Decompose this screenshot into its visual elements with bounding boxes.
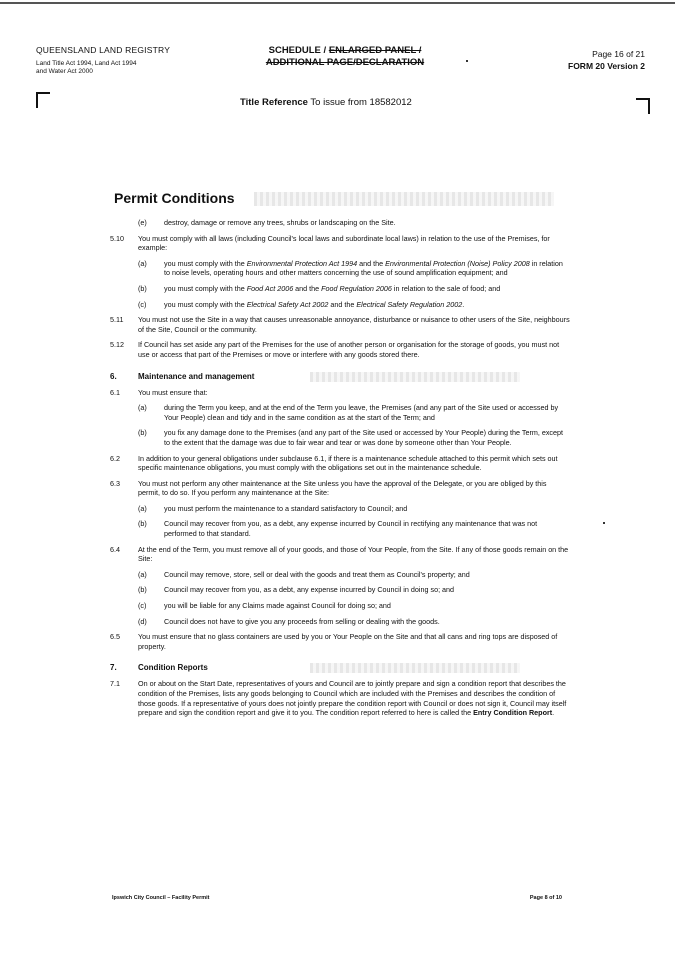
scan-speck (603, 522, 605, 524)
text-run: in relation to the sale of food; and (391, 283, 501, 293)
clause-text: In addition to your general obligations under subclause 6.1, if there is a maintenance schedule attached to this permit which sets out specific maintenance obligations, you must comply with the obligations set out in the maintenance schedule. (138, 453, 558, 473)
acts-line-1: Land Title Act 1994, Land Act 1994 (36, 60, 137, 67)
schedule-word: SCHEDULE / (268, 45, 329, 56)
schedule-heading (225, 45, 465, 69)
clause-6-1 (110, 388, 570, 398)
clause-6-3 (110, 479, 570, 498)
top-border-line (0, 2, 675, 4)
heading-number: 6. (110, 371, 117, 381)
clause-number: 5.11 (110, 315, 124, 325)
clause-text (164, 259, 570, 278)
heading-text: Condition Reports (138, 663, 208, 673)
act-title: Food Regulation 2006 (321, 283, 392, 293)
clause-number: (e) (138, 218, 147, 227)
clause-number: 5.12 (110, 340, 124, 350)
registry-block (36, 45, 236, 76)
clause-6-4-a (138, 570, 570, 580)
corner-bracket-left (36, 92, 50, 108)
clause-6-2 (110, 454, 570, 473)
text-run: On or about on the Start Date, representatives of yours and Council are to jointly prepare and sign a condition report that describes the condition of the Premises, lists any goods belonging to Council which are included with the Premises and describes the condition of those goods. If a representative of yours does not jointly prepare the condition report with Council or does not sign it, Council may itself prepare and sign the condition report and give it to you. The condition report referred to here is called the (138, 679, 567, 718)
clause-5-10-b (138, 284, 570, 294)
document-body (110, 190, 570, 724)
act-title: Electrical Safety Regulation 2002 (356, 299, 463, 309)
clause-text: you must perform the maintenance to a standard satisfactory to Council; and (164, 503, 408, 513)
clause-number: (c) (138, 299, 147, 309)
clause-number: 6.2 (110, 453, 120, 463)
text-run: you must comply with the (164, 258, 247, 268)
clause-text: You must ensure that: (138, 387, 208, 397)
clause-number: (a) (138, 403, 147, 413)
clause-6-4-d (138, 617, 570, 627)
clause-number: 6.1 (110, 387, 120, 397)
clause-text: You must ensure that no glass containers are used by you or Your People on the Site and that all cans and ring tops are disposed of property. (138, 632, 558, 651)
clause-number: 5.10 (110, 233, 124, 243)
clause-text: You must not perform any other maintenance at the Site unless you have the approval of the Delegate, or you are obliged by this permit, to do so. If you perform any maintenance at the Site: (138, 478, 547, 498)
text-run: and the (328, 299, 357, 309)
clause-text: If Council has set aside any part of the Premises for the use of another person or organisation for the storage of goods, you must not use or access that part of the Premises or move or interfere with any goods stored there. (138, 340, 560, 359)
act-title: Environmental Protection (Noise) Policy 2008 (385, 258, 530, 268)
heading-7 (110, 663, 570, 672)
text-run: and the (357, 258, 386, 268)
clause-number: (b) (138, 283, 147, 293)
page-footer (112, 895, 562, 901)
acts-line-2: and Water Act 2000 (36, 68, 93, 75)
section-title (114, 190, 570, 206)
clause-text: during the Term you keep, and at the end of the Term you leave, the Premises (and any part of the Site used or accessed by Your People) clean and tidy and in the same condition as at the start of the Term; and (164, 403, 559, 422)
clause-5-10-c (138, 300, 570, 310)
clause-6-1-b (138, 428, 570, 447)
clause-5-12 (110, 340, 570, 359)
scan-noise (310, 663, 520, 673)
clause-number: (c) (138, 601, 147, 611)
clause-6-3-b (138, 519, 570, 538)
clause-text (138, 679, 570, 717)
text-run: . (462, 299, 465, 309)
clause-text: Council may recover from you, as a debt, any expense incurred by Council in rectifying any maintenance that was not performed to that standard. (164, 519, 538, 539)
enlarged-panel-struck: ENLARGED PANEL / (328, 45, 422, 56)
scan-speck (466, 60, 468, 62)
heading-text: Maintenance and management (138, 371, 255, 381)
clause-6-4 (110, 545, 570, 564)
footer-left: Ipswich City Council – Facility Permit (112, 895, 210, 901)
clause-6-5 (110, 632, 570, 651)
clause-5-10 (110, 234, 570, 253)
clause-text: You must not use the Site in a way that causes unreasonable annoyance, disturbance or nuisance to other users of the Site, neighbours of the Site, Council or the community. (138, 315, 570, 334)
heading-number: 7. (110, 663, 117, 673)
text-run: in relation to noise levels, operating hours and other matters concerning the use of sound amplification equipment; and (164, 258, 563, 278)
heading-6 (110, 372, 570, 381)
clause-number: 6.3 (110, 478, 120, 488)
clause-5-11 (110, 315, 570, 334)
act-title: Electrical Safety Act 2002 (246, 299, 329, 309)
section-title-text: Permit Conditions (114, 190, 235, 206)
clause-text: you will be liable for any Claims made against Council for doing so; and (164, 601, 391, 611)
schedule-line-1 (225, 45, 465, 57)
clause-number: 7.1 (110, 679, 120, 689)
scan-noise (310, 372, 520, 382)
clause-text: destroy, damage or remove any trees, shrubs or landscaping on the Site. (164, 218, 396, 227)
clause-number: (b) (138, 428, 147, 438)
clause-number: (b) (138, 519, 147, 529)
clause-number: (a) (138, 258, 147, 268)
page-info (568, 48, 645, 72)
clause-6-4-c (138, 601, 570, 611)
clause-number: (b) (138, 585, 147, 595)
corner-bracket-right (636, 98, 650, 114)
act-title: Food Act 2006 (246, 283, 294, 293)
clause-number: 6.4 (110, 544, 120, 554)
registry-acts (36, 60, 236, 76)
footer-right: Page 8 of 10 (529, 895, 562, 901)
clause-6-4-b (138, 585, 570, 595)
clause-text: At the end of the Term, you must remove all of your goods, and those of Your People, from the Site. If any of those goods remain on the Site: (138, 544, 569, 564)
clause-text: Council may remove, store, sell or deal with the goods and treat them as Council's property; and (164, 569, 470, 579)
registry-name: QUEENSLAND LAND REGISTRY (36, 45, 171, 55)
text-run: . (552, 708, 555, 718)
defined-term: Entry Condition Report (473, 708, 553, 718)
act-title: Environmental Protection Act 1994 (246, 258, 358, 268)
title-reference-value: To issue from 18582012 (307, 97, 412, 108)
text-run: you must comply with the (164, 283, 247, 293)
clause-text: Council may recover from you, as a debt, any expense incurred by Council in doing so; and (164, 585, 455, 595)
schedule-line-2: ADDITIONAL PAGE/DECLARATION (265, 57, 425, 68)
page-of: Page 16 of 21 (592, 49, 645, 59)
clause-number: (a) (138, 503, 147, 513)
clause-text: you fix any damage done to the Premises (and any part of the Site used or accessed by Your People) during the Term, except to the extent that the damage was due to fair wear and tear or was done by someone other than Your People. (164, 428, 564, 447)
clause-number: (d) (138, 616, 147, 626)
clause-text (164, 300, 570, 310)
text-run: you must comply with the (164, 299, 247, 309)
clause-text: Council does not have to give you any proceeds from selling or dealing with the goods. (164, 616, 440, 626)
text-run: and the (293, 283, 322, 293)
clause-text (164, 284, 570, 294)
clause-6-3-a (138, 504, 570, 514)
clause-5-10-a (138, 259, 570, 278)
title-reference-label: Title Reference (240, 97, 308, 108)
clause-6-1-a (138, 403, 570, 422)
clause-7-1 (110, 679, 570, 717)
clause-5-9-e (138, 218, 570, 228)
clause-number: (a) (138, 569, 147, 579)
clause-number: 6.5 (110, 632, 120, 642)
title-reference (240, 97, 412, 108)
scan-noise (254, 192, 554, 206)
clause-text: You must comply with all laws (including Council's local laws and subordinate local laws) in relation to the use of the Premises, for example: (138, 233, 550, 253)
form-version: FORM 20 Version 2 (568, 61, 645, 71)
